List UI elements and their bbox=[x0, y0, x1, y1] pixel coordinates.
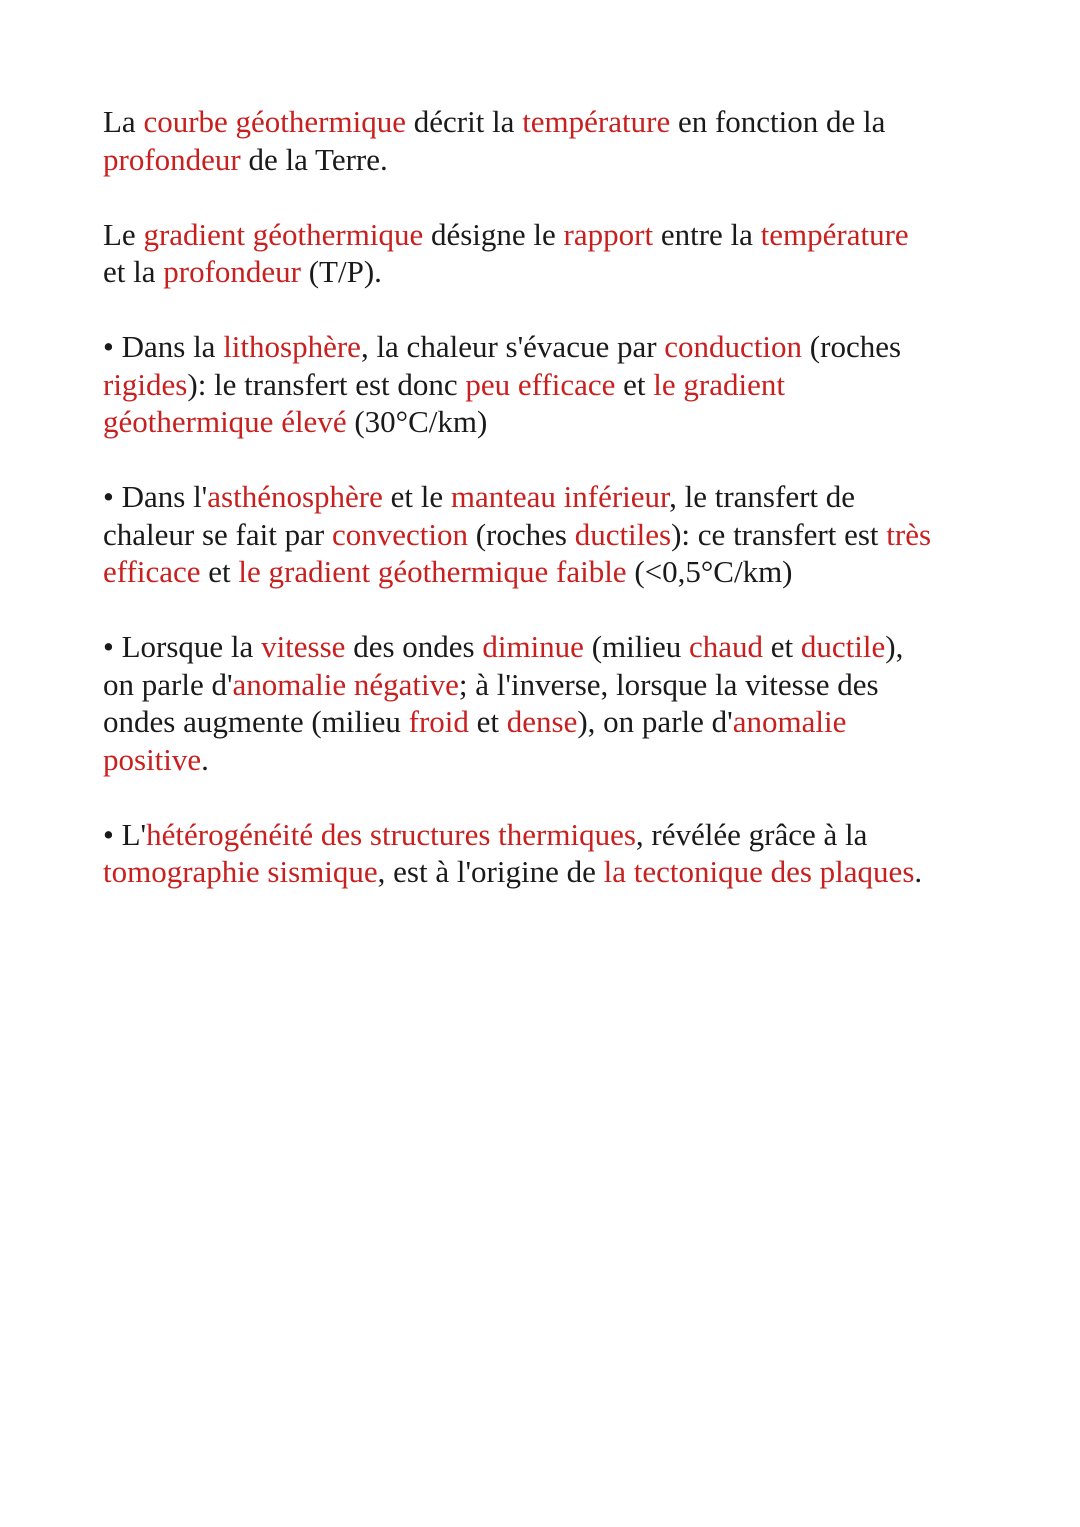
text-segment: on parle d' bbox=[103, 666, 233, 702]
text-segment: des ondes bbox=[345, 629, 483, 664]
highlighted-term: tomographie sismique bbox=[103, 854, 378, 889]
highlighted-term: ductile bbox=[800, 629, 886, 664]
highlighted-term: anomalie bbox=[732, 704, 847, 739]
text-segment: • Dans l' bbox=[103, 479, 208, 514]
text-line bbox=[103, 516, 1003, 554]
text-segment: (roches bbox=[802, 329, 902, 364]
text-line bbox=[103, 328, 1003, 366]
text-segment: désigne le bbox=[423, 216, 564, 252]
highlighted-term: lithosphère bbox=[223, 329, 361, 364]
highlighted-term: froid bbox=[408, 704, 469, 739]
text-segment: et la bbox=[103, 254, 164, 289]
highlighted-term: rigides bbox=[103, 366, 188, 402]
text-segment: , la chaleur s'évacue par bbox=[360, 329, 665, 364]
highlighted-term: manteau inférieur bbox=[450, 479, 670, 514]
text-segment: , révélée grâce à la bbox=[635, 816, 868, 852]
highlighted-term: température bbox=[760, 216, 909, 252]
text-segment: • Dans la bbox=[103, 329, 224, 364]
text-segment: et bbox=[468, 704, 507, 739]
text-segment: Le bbox=[103, 216, 144, 252]
text-segment: ondes augmente (milieu bbox=[103, 704, 409, 739]
text-line bbox=[103, 478, 1003, 516]
text-line bbox=[103, 366, 1003, 404]
text-segment: (T/P). bbox=[300, 254, 382, 289]
text-segment: (roches bbox=[467, 516, 575, 552]
text-segment: ; à l'inverse, lorsque la vitesse des bbox=[458, 666, 879, 702]
text-segment: , le transfert de bbox=[669, 479, 856, 514]
highlighted-term: ductiles bbox=[574, 516, 672, 552]
text-segment: • Lorsque la bbox=[103, 629, 262, 664]
highlighted-term: chaud bbox=[689, 629, 764, 664]
text-line bbox=[103, 628, 1003, 666]
highlighted-term: conduction bbox=[664, 329, 803, 364]
text-segment: (<0,5°C/km) bbox=[626, 554, 793, 589]
text-line bbox=[103, 741, 1003, 779]
text-line bbox=[103, 141, 1003, 179]
paragraph-anomalies bbox=[103, 628, 1003, 778]
paragraph-courbe-geothermique bbox=[103, 103, 1003, 178]
paragraph-gradient-geothermique bbox=[103, 216, 1003, 291]
text-segment: (milieu bbox=[583, 629, 689, 664]
text-segment: et bbox=[763, 629, 801, 664]
text-line bbox=[103, 253, 1003, 291]
text-segment: de la Terre. bbox=[240, 141, 388, 177]
text-segment: ): ce transfert est bbox=[671, 516, 887, 552]
highlighted-term: gradient géothermique bbox=[143, 216, 424, 252]
highlighted-term: rapport bbox=[563, 216, 654, 252]
highlighted-term: la tectonique des plaques bbox=[603, 854, 915, 889]
text-line bbox=[103, 216, 1003, 254]
highlighted-term: le gradient bbox=[653, 366, 785, 402]
text-segment: ), on parle d' bbox=[577, 704, 733, 739]
highlighted-term: vitesse bbox=[261, 629, 346, 664]
text-segment: . bbox=[201, 741, 209, 777]
paragraph-heterogeneite bbox=[103, 816, 1003, 891]
text-segment: ), bbox=[885, 629, 904, 664]
text-line bbox=[103, 816, 1003, 854]
highlighted-term: diminue bbox=[482, 629, 584, 664]
text-line bbox=[103, 103, 1003, 141]
text-segment: ): le transfert est donc bbox=[187, 366, 466, 402]
highlighted-term: peu efficace bbox=[465, 366, 616, 402]
highlighted-term: anomalie négative bbox=[232, 666, 459, 702]
text-line bbox=[103, 553, 1003, 591]
highlighted-term: profondeur bbox=[163, 254, 301, 289]
highlighted-term: courbe géothermique bbox=[143, 104, 406, 139]
highlighted-term: très bbox=[886, 516, 932, 552]
highlighted-term: géothermique élevé bbox=[103, 404, 347, 439]
highlighted-term: profondeur bbox=[103, 141, 241, 177]
text-line bbox=[103, 703, 1003, 741]
highlighted-term: le gradient géothermique faible bbox=[238, 554, 627, 589]
text-segment: . bbox=[914, 854, 923, 889]
highlighted-term: convection bbox=[331, 516, 468, 552]
document-page bbox=[103, 103, 1003, 928]
text-line bbox=[103, 666, 1003, 704]
highlighted-term: positive bbox=[103, 741, 202, 777]
paragraph-lithosphere bbox=[103, 328, 1003, 441]
text-segment: et bbox=[615, 366, 654, 402]
highlighted-term: température bbox=[522, 104, 671, 139]
text-segment: en fonction de la bbox=[670, 104, 886, 139]
text-segment: entre la bbox=[653, 216, 761, 252]
highlighted-term: hétérogénéité des structures thermiques bbox=[146, 816, 636, 852]
text-segment: et bbox=[200, 554, 239, 589]
paragraph-asthenosphere bbox=[103, 478, 1003, 591]
text-segment: , est à l'origine de bbox=[377, 854, 604, 889]
text-line bbox=[103, 853, 1003, 891]
highlighted-term: dense bbox=[506, 704, 578, 739]
text-segment: décrit la bbox=[405, 104, 523, 139]
text-segment: chaleur se fait par bbox=[103, 516, 332, 552]
highlighted-term: asthénosphère bbox=[207, 479, 383, 514]
text-segment: • L' bbox=[103, 816, 147, 852]
text-line bbox=[103, 403, 1003, 441]
text-segment: et le bbox=[382, 479, 451, 514]
text-segment: (30°C/km) bbox=[346, 404, 488, 439]
text-segment: La bbox=[103, 104, 144, 139]
highlighted-term: efficace bbox=[103, 554, 201, 589]
